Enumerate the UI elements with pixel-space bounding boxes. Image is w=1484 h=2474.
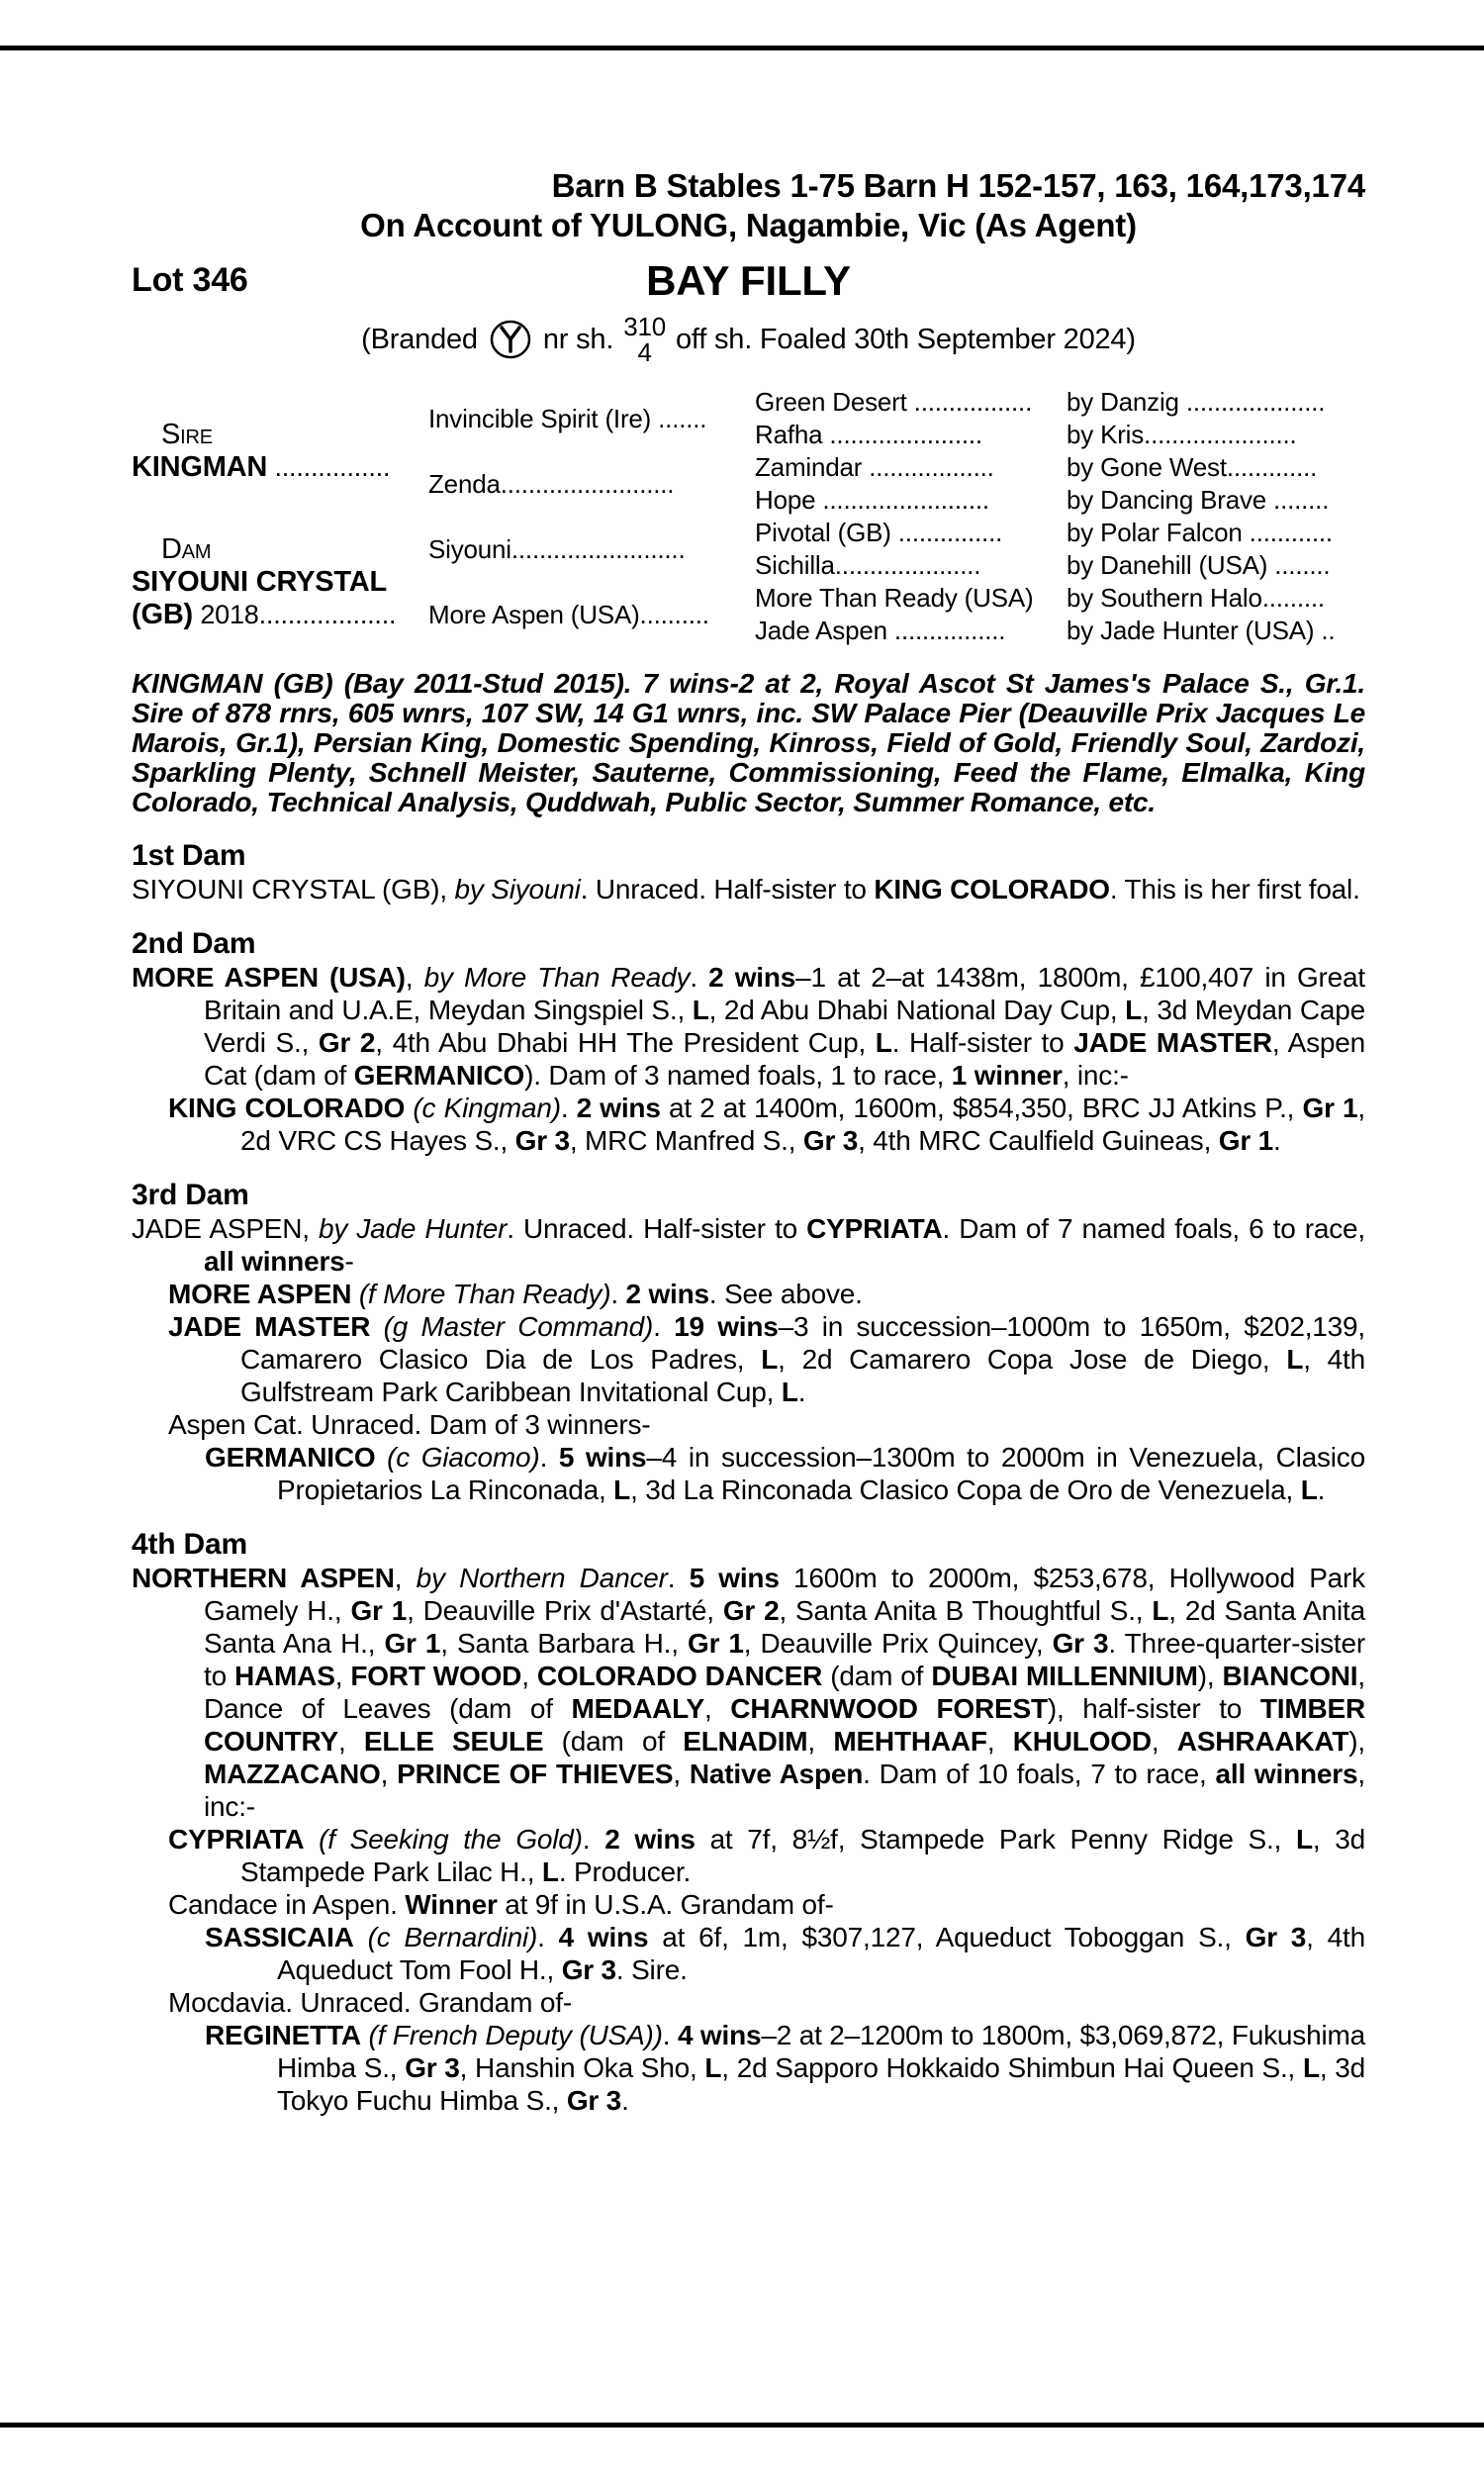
sire-dots: ................	[267, 452, 391, 482]
section-heading: 3rd Dam	[132, 1179, 249, 1211]
dam-dots: ...................	[258, 599, 397, 629]
pedigree-paragraph: MORE ASPEN (USA), by More Than Ready. 2 wins–1 at 2–at 1438m, 1800m, £100,407 in Great Britain and U.A.E, Meydan Singspiel S., L, 2d Abu Dhabi National Day Cup, L, 3d Meydan Cape Verdi S., Gr 2, 4th Abu Dhabi HH The President Cup, L. Half-sister to JADE MASTER, Aspen Cat (dam of GERMANICO). Dam of 3 named foals, 1 to race, 1 winner, inc:-	[132, 962, 1366, 1091]
pedigree-gen3-name: Hope ........................	[755, 485, 989, 515]
pedigree-gen3-by: by Jade Hunter (USA) ..	[1067, 616, 1336, 645]
pedigree-gen3-name: More Than Ready (USA)	[755, 583, 1034, 613]
bottom-rule	[0, 2423, 1484, 2427]
sire-name-line	[132, 451, 428, 484]
pedigree-gen3-name: Green Desert .................	[755, 387, 1033, 417]
pedigree-gen2-entry: Invincible Spirit (Ire) .......	[428, 403, 707, 433]
brand-number-top: 310	[623, 312, 666, 341]
dam-block	[132, 517, 428, 647]
pedigree-paragraph: JADE MASTER (g Master Command). 19 wins–3 in succession–1000m to 1650m, $202,139, Camarero Clasico Dia de Los Padres, L, 2d Camarero Copa Jose de Diego, L, 4th Gulfstream Park Caribbean Invitational Cup, L.	[168, 1311, 1365, 1407]
pedigree-paragraph: CYPRIATA (f Seeking the Gold). 2 wins at 7f, 8½f, Stampede Park Penny Ridge S., L, 3d Stampede Park Lilac H., L. Producer.	[168, 1824, 1365, 1887]
dam-name-line2	[132, 599, 428, 631]
section-heading: 2nd Dam	[132, 927, 256, 960]
pedigree-gen3-by: by Danzig ....................	[1067, 387, 1326, 417]
pedigree-gen3-by: by Danehill (USA) ........	[1067, 550, 1331, 580]
account-line: On Account of YULONG, Nagambie, Vic (As Agent)	[360, 207, 1137, 243]
dam-role-label: Dam	[161, 532, 212, 565]
dam-country: (GB)	[132, 598, 194, 630]
pedigree-gen2-entry: Siyouni.........................	[428, 533, 686, 564]
pedigree-paragraph: GERMANICO (c Giacomo). 5 wins–4 in succession–1300m to 2000m in Venezuela, Clasico Propietarios La Rinconada, L, 3d La Rinconada Clasico Copa de Oro de Venezuela, L.	[205, 1442, 1365, 1505]
pedigree-paragraph: Aspen Cat. Unraced. Dam of 3 winners-	[168, 1409, 651, 1440]
pedigree-paragraph: KING COLORADO (c Kingman). 2 wins at 2 at 1400m, 1600m, $854,350, BRC JJ Atkins P., Gr 1, 2d VRC CS Hayes S., Gr 3, MRC Manfred S., Gr 3, 4th MRC Caulfield Guineas, Gr 1.	[168, 1093, 1365, 1156]
pedigree-gen3-name: Pivotal (GB) ...............	[755, 518, 1003, 547]
pedigree-gen3-by: by Dancing Brave ........	[1067, 485, 1330, 515]
pedigree-gen3-name: Jade Aspen ................	[755, 616, 1006, 645]
sire-role-label: Sire	[161, 419, 213, 450]
dam-year: 2018	[193, 599, 259, 629]
sire-name: KINGMAN	[132, 451, 268, 483]
section-heading: 1st Dam	[132, 839, 246, 872]
pedigree-paragraph: JADE ASPEN, by Jade Hunter. Unraced. Half-sister to CYPRIATA. Dam of 7 named foals, 6 to race, all winners-	[132, 1213, 1365, 1277]
sire-block	[132, 386, 428, 517]
pedigree-gen3-by: by Kris......................	[1067, 420, 1297, 449]
pedigree-gen2-entry: Zenda.........................	[428, 468, 675, 499]
brand-icon	[488, 318, 533, 361]
branded-suffix: off sh. Foaled 30th September 2024)	[675, 323, 1136, 355]
section-heading: 4th Dam	[132, 1528, 247, 1561]
pedigree-gen3-name: Rafha ......................	[755, 420, 982, 449]
pedigree-gen3-by: by Gone West.............	[1067, 452, 1318, 482]
brand-number	[623, 314, 666, 365]
pedigree-table	[132, 386, 1365, 647]
pedigree-gen3-by: by Southern Halo.........	[1067, 583, 1325, 613]
pedigree-paragraph: MORE ASPEN (f More Than Ready). 2 wins. See above.	[168, 1279, 863, 1309]
branded-near-side: nr sh.	[542, 323, 614, 355]
lot-number: Lot 346	[132, 261, 248, 299]
pedigree-paragraph: REGINETTA (f French Deputy (USA)). 4 wins–2 at 2–1200m to 1800m, $3,069,872, Fukushima Himba S., Gr 3, Hanshin Oka Sho, L, 2d Sapporo Hokkaido Shimbun Hai Queen S., L, 3d Tokyo Fuchu Himba S., Gr 3.	[205, 2020, 1366, 2116]
stud-blurb: KINGMAN (GB) (Bay 2011-Stud 2015). 7 wins-2 at 2, Royal Ascot St James's Palace S., Gr.1. Sire of 878 rnrs, 605 wnrs, 107 SW, 14 G1 wnrs, inc. SW Palace Pier (Deauville Prix Jacques Le Marois, Gr.1), Persian King, Domestic Spending, Kinross, Field of Gold, Friendly Soul, Zardozi, Sparkling Plenty, Schnell Meister, Sauterne, Commissioning, Feed the Flame, Elmalka, King Colorado, Technical Analysis, Quddwah, Public Sector, Summer Romance, etc.	[132, 668, 1365, 817]
pedigree-paragraph: Candace in Aspen. Winner at 9f in U.S.A. Grandam of-	[168, 1889, 834, 1920]
pedigree-gen3-name: Zamindar ..................	[755, 452, 994, 482]
barn-line: Barn B Stables 1-75 Barn H 152-157, 163, 164,173,174	[551, 167, 1365, 204]
top-rule	[0, 46, 1484, 50]
pedigree-gen3-by: by Polar Falcon ............	[1067, 518, 1333, 547]
branded-prefix: (Branded	[361, 323, 478, 355]
horse-title: BAY FILLY	[646, 257, 851, 304]
pedigree-paragraph: NORTHERN ASPEN, by Northern Dancer. 5 wins 1600m to 2000m, $253,678, Hollywood Park Gamely H., Gr 1, Deauville Prix d'Astarté, Gr 2, Santa Anita B Thoughtful S., L, 2d Santa Anita Santa Ana H., Gr 1, Santa Barbara H., Gr 1, Deauville Prix Quincey, Gr 3. Three-quarter-sister to HAMAS, FORT WOOD, COLORADO DANCER (dam of DUBAI MILLENNIUM), BIANCONI, Dance of Leaves (dam of MEDAALY, CHARNWOOD FOREST), half-sister to TIMBER COUNTRY, ELLE SEULE (dam of ELNADIM, MEHTHAAF, KHULOOD, ASHRAAKAT), MAZZACANO, PRINCE OF THIEVES, Native Aspen. Dam of 10 foals, 7 to race, all winners, inc:-	[132, 1563, 1365, 1822]
branded-line	[132, 309, 1365, 370]
pedigree-paragraph: Mocdavia. Unraced. Grandam of-	[168, 1987, 572, 2018]
lot-row	[132, 255, 1365, 307]
pedigree-paragraph: SIYOUNI CRYSTAL (GB), by Siyouni. Unraced. Half-sister to KING COLORADO. This is her first foal.	[132, 874, 1360, 904]
dam-sections	[132, 839, 1365, 2117]
brand-number-bottom: 4	[637, 337, 652, 367]
pedigree-paragraph: SASSICAIA (c Bernardini). 4 wins at 6f, 1m, $307,127, Aqueduct Toboggan S., Gr 3, 4th Aqueduct Tom Fool H., Gr 3. Sire.	[205, 1922, 1365, 1985]
pedigree-gen3-name: Sichilla.....................	[755, 550, 981, 580]
page-content	[132, 166, 1365, 2117]
dam-name: SIYOUNI CRYSTAL	[132, 565, 388, 598]
pedigree-gen2-entry: More Aspen (USA)..........	[428, 599, 709, 629]
